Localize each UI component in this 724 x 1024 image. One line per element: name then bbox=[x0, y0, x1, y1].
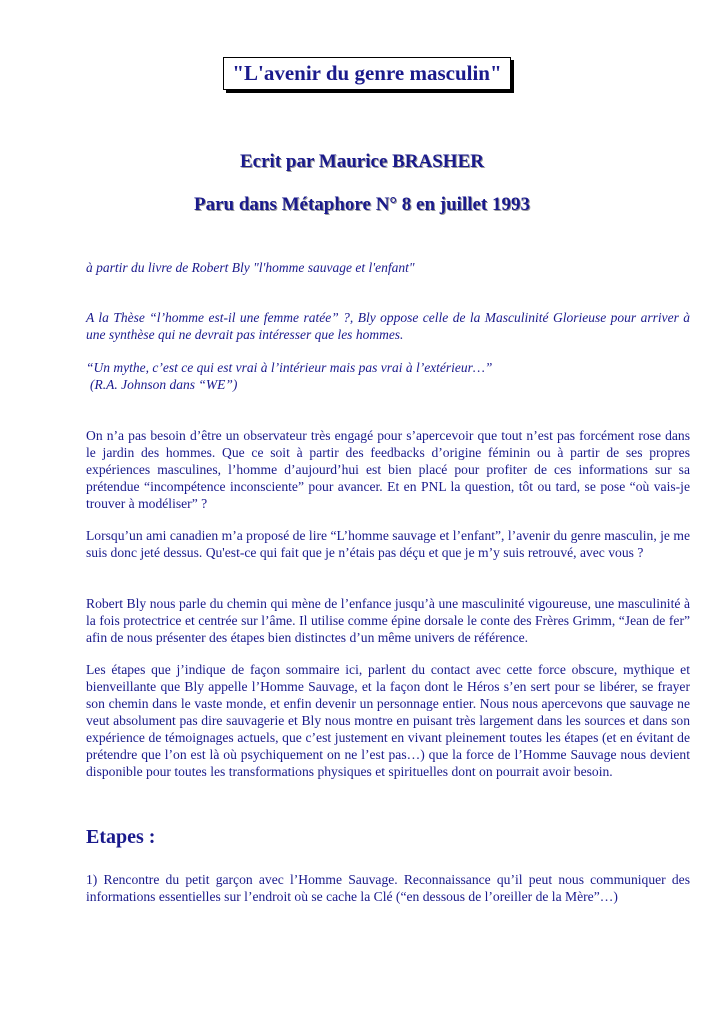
paragraph: Les étapes que j’indique de façon sommaire ici, parlent du contact avec cette force obscure, mythique et bienveillante que Bly appelle l’Homme Sauvage, et la façon dont le Héros s’en sert pour se libérer, se frayer son chemin dans le vaste monde, et enfin devenir un personnage entier. Nous nous apercevons que sauvage ne veut absolument pas dire sauvagerie et Bly nous montre en puisant très largement dans les sources et dans son expérience de témoignages actuels, que c’est justement en vivant pleinement toutes les étapes (et en évitant de prétendre que l’on est là où psychiquement on ne l’est pas…) que la force de l’Homme Sauvage nous devient disponible pour toutes les transformations physiques et spirituelles dont on pourrait avoir besoin. bbox=[86, 662, 690, 779]
step-item: 1) Rencontre du petit garçon avec l’Homme Sauvage. Reconnaissance qu’il peut nous communiquer des informations essentielles sur l’endroit où se cache la Clé (“en dessous de l’oreiller de la Mère”…) bbox=[86, 872, 690, 904]
quote-attribution: (R.A. Johnson dans “WE”) bbox=[90, 377, 238, 392]
quote-text: “Un mythe, c’est ce qui est vrai à l’intérieur mais pas vrai à l’extérieur…” bbox=[86, 360, 493, 375]
thesis-paragraph: A la Thèse “l’homme est-il une femme ratée” ?, Bly oppose celle de la Masculinité Glorieuse pour arriver à une synthèse qui ne devrait pas intéresser que les hommes. bbox=[86, 310, 690, 342]
title-box bbox=[223, 57, 511, 90]
section-heading: Etapes : bbox=[86, 826, 156, 848]
paragraph: Robert Bly nous parle du chemin qui mène de l’enfance jusqu’à une masculinité vigoureuse, une masculinité à la fois protectrice et centrée sur l’âme. Il utilise comme épine dorsale le conte des Frères Grimm, “Jean de fer” afin de nous présenter des étapes bien distinctes d’un même univers de référence. bbox=[86, 596, 690, 645]
author-line: Ecrit par Maurice BRASHER bbox=[240, 151, 484, 172]
source-note: à partir du livre de Robert Bly "l'homme sauvage et l'enfant" bbox=[86, 260, 415, 275]
paragraph: On n’a pas besoin d’être un observateur très engagé pour s’apercevoir que tout n’est pas forcément rose dans le jardin des hommes. Que ce soit à partir des feedbacks d’origine féminin ou à partir de ses propres expériences masculines, l’homme d’aujourd’hui est bien placé pour profiter de ces informations sur sa prétendue “incompétence inconsciente” pour avancer. Et en PNL la question, tôt ou tard, se pose “où vais-je trouver à modéliser” ? bbox=[86, 428, 690, 511]
published-line: Paru dans Métaphore N° 8 en juillet 1993 bbox=[193, 194, 531, 215]
paragraph: Lorsqu’un ami canadien m’a proposé de lire “L’homme sauvage et l’enfant”, l’avenir du genre masculin, je me suis donc jeté dessus. Qu'est-ce qui fait que je n’étais pas déçu et que je m’y suis retrouvé, avec vous ? bbox=[86, 528, 690, 560]
document-title: "L'avenir du genre masculin" bbox=[232, 61, 502, 85]
